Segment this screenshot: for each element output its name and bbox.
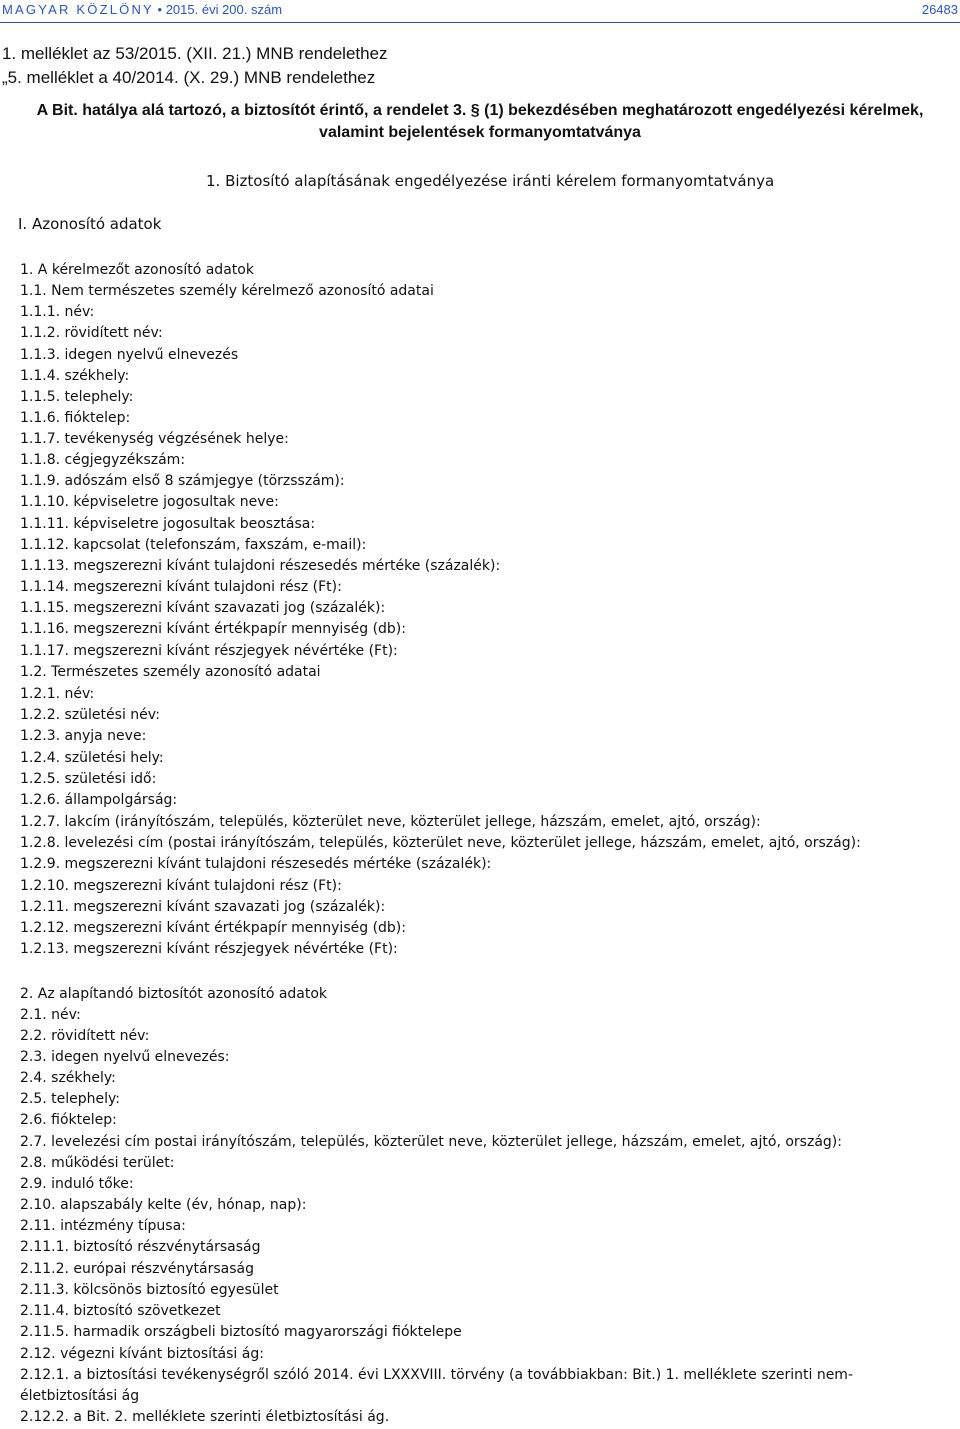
list-item: 1.2.5. születési idő: [20,771,157,787]
list-item: 1.1.4. székhely: [20,368,130,384]
list-item: 2.12.1. a biztosítási tevékenységről szóló 2014. évi LXXXVIII. törvény (a továbbiakban: Bit.) 1. melléklete szerinti neméletbiztosítási ág [20,1367,854,1404]
list-item: 1.2.9. megszerezni kívánt tulajdoni részesedés mértéke (százalék): [20,856,492,872]
list-item: 1.1. Nem természetes személy kérelmező azonosító adatai [20,283,434,299]
list-item: 1.1.2. rövidített név: [20,325,163,341]
list-item: 1.2.1. név: [20,686,95,702]
list-item: 1.1.17. megszerezni kívánt részjegyek névértéke (Ft): [20,643,398,659]
list-item: 2.11.3. kölcsönös biztosító egyesület [20,1282,279,1298]
list-item: 1.1.14. megszerezni kívánt tulajdoni rész (Ft): [20,579,342,595]
list-item: 1.2.12. megszerezni kívánt értékpapír mennyiség (db): [20,920,406,936]
list-item: 2.8. működési terület: [20,1155,175,1171]
list-item: 2.12. végezni kívánt biztosítási ág: [20,1346,264,1362]
list-item: 1.2.13. megszerezni kívánt részjegyek névértéke (Ft): [20,941,398,957]
list-item: 2.12.2. a Bit. 2. melléklete szerinti életbiztosítási ág. [20,1409,390,1425]
list-item: 2.6. fióktelep: [20,1112,117,1128]
list-item: 1.2.6. állampolgárság: [20,792,178,808]
list-item: 1.1.3. idegen nyelvű elnevezés [20,347,239,363]
list-item: 2.11.1. biztosító részvénytársaság [20,1239,261,1255]
list-item: 2.2. rövidített név: [20,1028,150,1044]
list-item: 1. A kérelmezőt azonosító adatok [20,262,254,278]
list-item: 2.11.4. biztosító szövetkezet [20,1303,221,1319]
list-item: 2.11.2. európai részvénytársaság [20,1261,254,1277]
list-item: 2.1. név: [20,1007,81,1023]
list-item: 2. Az alapítandó biztosítót azonosító adatok [20,986,328,1002]
list-item: 1.1.7. tevékenység végzésének helye: [20,431,289,447]
journal-name [2,2,282,17]
list-item: 2.5. telephely: [20,1091,121,1107]
journal-title: MAGYAR KÖZLÖNY [2,2,154,17]
list-item: 1.2.3. anyja neve: [20,728,147,744]
list-item: 1.2.11. megszerezni kívánt szavazati jog (százalék): [20,899,386,915]
list-item: 2.3. idegen nyelvű elnevezés: [20,1049,230,1065]
header-rule [0,22,960,23]
list-item: 2.11. intézmény típusa: [20,1218,186,1234]
document-title-line-2: valamint bejelentések formanyomtatványa [319,124,641,141]
list-item: 1.1.9. adószám első 8 számjegye (törzsszám): [20,473,345,489]
list-item: 1.1.5. telephely: [20,389,134,405]
list-item: 1.1.11. képviseletre jogosultak beosztása: [20,516,316,532]
list-item: 1.1.13. megszerezni kívánt tulajdoni részesedés mértéke (százalék): [20,558,501,574]
annex-line-2: „5. melléklet a 40/2014. (X. 29.) MNB rendelethez [2,68,376,87]
list-item: 1.1.15. megszerezni kívánt szavazati jog (százalék): [20,600,386,616]
page-number: 26483 [921,2,958,17]
list-item: 2.10. alapszabály kelte (év, hónap, nap): [20,1197,307,1213]
list-item: 1.2. Természetes személy azonosító adatai [20,664,321,680]
list-item: 1.2.8. levelezési cím (postai irányítószám, település, közterület neve, közterület jellege, házszám, emelet, ajtó, ország): [20,835,861,851]
list-item: 1.2.7. lakcím (irányítószám, település, közterület neve, közterület jellege, házszám, emelet, ajtó, ország): [20,814,761,830]
list-item: 1.2.10. megszerezni kívánt tulajdoni rész (Ft): [20,878,342,894]
list-item: 1.1.16. megszerezni kívánt értékpapír mennyiség (db): [20,621,406,637]
running-header [0,0,960,22]
list-item: 1.2.4. születési hely: [20,750,164,766]
list-item: 2.11.5. harmadik országbeli biztosító magyarországi fióktelepe [20,1324,462,1340]
section-label: I. Azonosító adatok [18,215,162,233]
list-item: 1.1.8. cégjegyzékszám: [20,452,186,468]
list-item: 1.1.12. kapcsolat (telefonszám, faxszám, e-mail): [20,537,367,553]
form-title: 1. Biztosító alapításának engedélyezése iránti kérelem formanyomtatványa [206,172,775,190]
list-item: 1.1.6. fióktelep: [20,410,131,426]
document-title-line-1: A Bit. hatálya alá tartozó, a biztosítót érintő, a rendelet 3. § (1) bekezdésében meghatározott engedélyezési kérelmek, [36,102,924,119]
list-item: 1.1.10. képviseletre jogosultak neve: [20,494,279,510]
issue-number: • 2015. évi 200. szám [153,2,283,17]
annex-line-1: 1. melléklet az 53/2015. (XII. 21.) MNB rendelethez [2,44,388,63]
list-item: 2.9. induló tőke: [20,1176,134,1192]
list-item: 1.1.1. név: [20,304,95,320]
list-item: 1.2.2. születési név: [20,707,160,723]
list-item: 2.4. székhely: [20,1070,116,1086]
list-item: 2.7. levelezési cím postai irányítószám, település, közterület neve, közterület jellege, házszám, emelet, ajtó, ország): [20,1134,842,1150]
